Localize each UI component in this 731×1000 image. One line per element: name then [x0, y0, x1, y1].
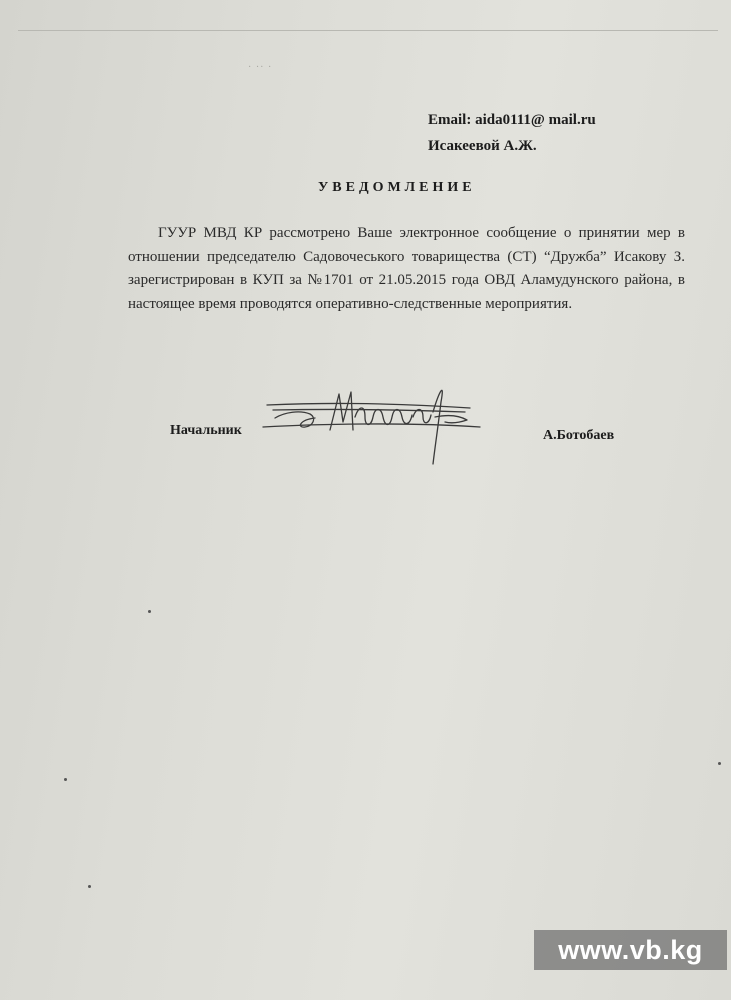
- recipient-name: Исакеевой А.Ж.: [428, 138, 537, 154]
- speck: [88, 885, 91, 888]
- faint-mark: · ·· ·: [248, 62, 273, 73]
- speck: [148, 610, 151, 613]
- watermark-badge: [534, 930, 727, 970]
- document-body: ГУУР МВД КР рассмотрено Ваше электронное сообщение о принятии мер в отношении председателю Садовочеського товарищества (СТ) “Дружба” Исакову З. зарегистрирован в КУП за №1701 от 21.05.2015 года ОВД Аламудунского района, в настоящее время проводятся оперативно-следственные мероприятия.: [128, 225, 685, 312]
- speck: [718, 762, 721, 765]
- handwritten-signature: [255, 372, 485, 472]
- recipient-email: Email: aida0111@ mail.ru: [428, 112, 596, 128]
- signatory-role: Начальник: [170, 423, 242, 438]
- speck: [64, 778, 67, 781]
- signatory-name: А.Ботобаев: [543, 428, 615, 443]
- document-title: УВЕДОМЛЕНИЕ: [318, 180, 476, 195]
- top-divider: [18, 30, 718, 31]
- watermark-text: www.vb.kg: [558, 934, 703, 965]
